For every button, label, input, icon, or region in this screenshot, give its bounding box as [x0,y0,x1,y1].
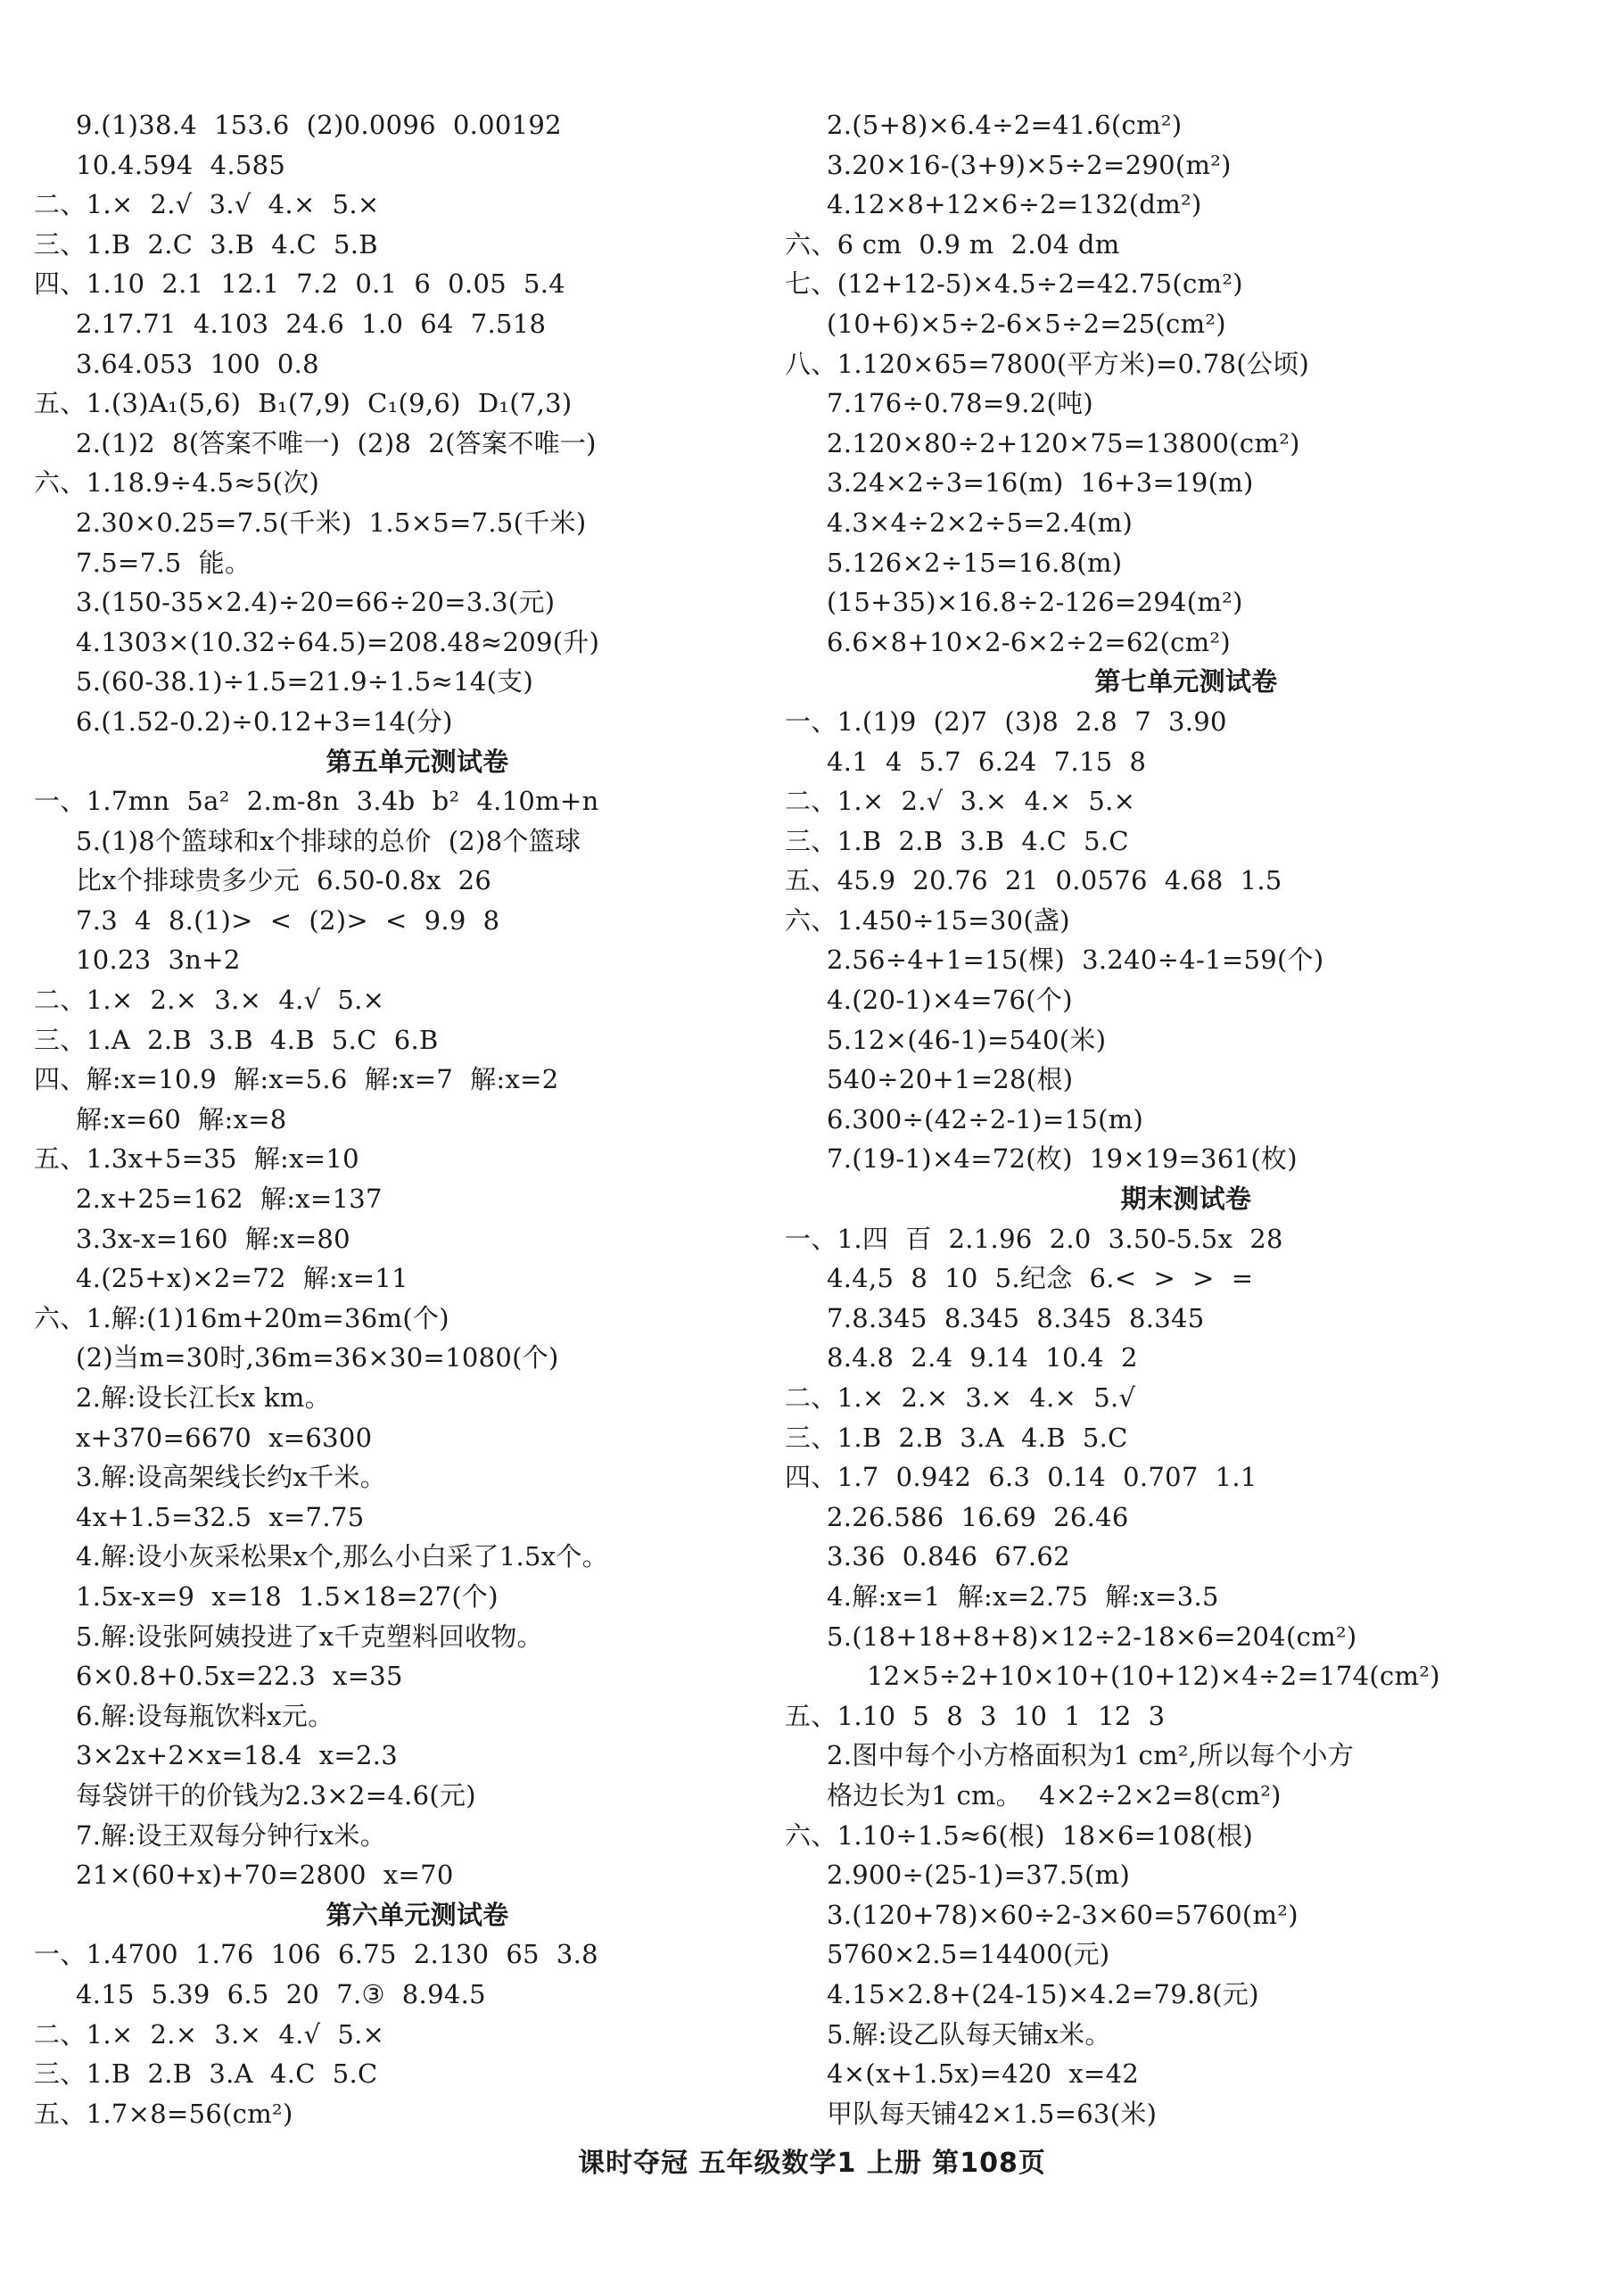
answer-line: (2)当m=30时,36m=36×30=1080(个) [76,1342,559,1373]
answer-line: 2.解:设长江长x km。 [76,1382,331,1413]
answer-line: 21×(60+x)+70=2800 x=70 [76,1860,454,1891]
answer-line: 4.1303×(10.32÷64.5)=208.48≈209(升) [76,626,600,657]
answer-line: 五、1.7×8=56(cm²) [34,2098,293,2129]
section-heading: 第五单元测试卷 [326,746,509,777]
answer-line: 二、1.× 2.× 3.× 4.× 5.√ [785,1382,1136,1413]
answer-line: 2.120×80÷2+120×75=13800(cm²) [827,427,1300,458]
answer-line: 一、1.四 百 2.1.96 2.0 3.50-5.5x 28 [785,1223,1283,1254]
answer-line: 6.解:设每瓶饮料x元。 [76,1700,334,1731]
answer-line: 3.64.053 100 0.8 [76,348,319,379]
answer-line: 10.4.594 4.585 [76,149,286,180]
answer-line: 540÷20+1=28(根) [827,1064,1074,1095]
answer-line: 7.3 4 8.(1)> < (2)> < 9.9 8 [76,904,500,936]
answer-line: 2.17.71 4.103 24.6 1.0 64 7.518 [76,308,547,339]
answer-line: 三、1.B 2.B 3.B 4.C 5.C [785,825,1129,856]
answer-line: 2.图中每个小方格面积为1 cm²,所以每个小方 [827,1740,1355,1771]
answer-line: 2.900÷(25-1)=37.5(m) [827,1860,1131,1891]
answer-line: 一、1.(1)9 (2)7 (3)8 2.8 7 3.90 [785,705,1227,737]
answer-line: 7.176÷0.78=9.2(吨) [827,388,1094,419]
answer-line: 7.(19-1)×4=72(枚) 19×19=361(枚) [827,1143,1298,1175]
answer-line: 二、1.× 2.√ 3.× 4.× 5.× [785,786,1136,817]
answer-line: 六、1.解:(1)16m+20m=36m(个) [34,1302,449,1333]
answer-line: x+370=6670 x=6300 [76,1422,373,1453]
answer-line: 2.(5+8)×6.4÷2=41.6(cm²) [827,110,1183,140]
answer-line: 3.解:设高架线长约x千米。 [76,1462,386,1493]
answer-line: 二、1.× 2.× 3.× 4.√ 5.× [34,985,385,1016]
answer-line: 八、1.120×65=7800(平方米)=0.78(公顷) [785,348,1310,379]
answer-line: 4.12×8+12×6÷2=132(dm²) [827,189,1202,220]
answer-line: 甲队每天铺42×1.5=63(米) [827,2098,1158,2129]
answer-line: 4.1 4 5.7 6.24 7.15 8 [827,746,1147,777]
answer-line: 3.36 0.846 67.62 [827,1541,1070,1572]
answer-line: 4.(25+x)×2=72 解:x=11 [76,1263,408,1294]
answer-line: 比x个排球贵多少元 6.50-0.8x 26 [76,865,492,896]
answer-line: 5.(18+18+8+8)×12÷2-18×6=204(cm²) [827,1621,1357,1652]
answer-line: 五、1.10 5 8 3 10 1 12 3 [785,1700,1166,1731]
answer-line: 3.3x-x=160 解:x=80 [76,1223,350,1254]
answer-line: (10+6)×5÷2-6×5÷2=25(cm²) [827,308,1226,339]
answer-line: 3×2x+2×x=18.4 x=2.3 [76,1740,399,1771]
answer-line: 2.56÷4+1=15(棵) 3.240÷4-1=59(个) [827,945,1324,976]
right-column [785,105,1587,2133]
answer-line: 2.x+25=162 解:x=137 [76,1184,383,1215]
answer-line: 5.解:设张阿姨投进了x千克塑料回收物。 [76,1621,543,1652]
answer-line: 6.6×8+10×2-6×2÷2=62(cm²) [827,626,1231,657]
answer-line: 四、1.7 0.942 6.3 0.14 0.707 1.1 [785,1462,1257,1493]
answer-line: 4.解:设小灰采松果x个,那么小白采了1.5x个。 [76,1541,608,1572]
answer-line: 6.(1.52-0.2)÷0.12+3=14(分) [76,705,453,737]
answer-line: 三、1.B 2.B 3.A 4.B 5.C [785,1422,1128,1453]
answer-line: 四、1.10 2.1 12.1 7.2 0.1 6 0.05 5.4 [34,268,565,300]
answer-line: 3.24×2÷3=16(m) 16+3=19(m) [827,467,1254,499]
answer-line: 二、1.× 2.√ 3.√ 4.× 5.× [34,189,380,220]
answer-line: 7.解:设王双每分钟行x米。 [76,1819,386,1851]
answer-line: 4×(x+1.5x)=420 x=42 [827,2058,1140,2090]
answer-line: 三、1.B 2.B 3.A 4.C 5.C [34,2058,378,2090]
answer-line: 5760×2.5=14400(元) [827,1939,1110,1970]
answer-line: 5.(60-38.1)÷1.5=21.9÷1.5≈14(支) [76,666,534,697]
answer-line: 6.300÷(42÷2-1)=15(m) [827,1103,1144,1134]
answer-line: 4.(20-1)×4=76(个) [827,985,1073,1016]
answer-line: 5.12×(46-1)=540(米) [827,1024,1107,1055]
answer-line: 5.解:设乙队每天铺x米。 [827,2018,1111,2050]
answer-line: 五、45.9 20.76 21 0.0576 4.68 1.5 [785,865,1282,896]
answer-line: 4x+1.5=32.5 x=7.75 [76,1501,365,1532]
answer-line: 五、1.(3)A₁(5,6) B₁(7,9) C₁(9,6) D₁(7,3) [34,388,573,419]
left-column [34,105,801,2133]
answer-line: 四、解:x=10.9 解:x=5.6 解:x=7 解:x=2 [34,1064,559,1095]
answer-line: 六、1.18.9÷4.5≈5(次) [34,467,320,499]
answer-line: 六、1.10÷1.5≈6(根) 18×6=108(根) [785,1819,1254,1851]
answer-line: 9.(1)38.4 153.6 (2)0.0096 0.00192 [76,110,562,140]
answer-line: 五、1.3x+5=35 解:x=10 [34,1143,359,1175]
answer-line: 3.(120+78)×60÷2-3×60=5760(m²) [827,1899,1298,1930]
answer-line: 2.26.586 16.69 26.46 [827,1501,1129,1532]
answer-line: 3.(150-35×2.4)÷20=66÷20=3.3(元) [76,587,556,618]
answer-line: 1.5x-x=9 x=18 1.5×18=27(个) [76,1580,499,1612]
answer-line: 4.3×4÷2×2÷5=2.4(m) [827,507,1134,538]
page-footer: 课时夺冠 五年级数学1 上册 第108页 [578,2148,1046,2179]
answer-line: 六、1.450÷15=30(盏) [785,904,1070,936]
answer-line: 2.(1)2 8(答案不唯一) (2)8 2(答案不唯一) [76,427,597,458]
answer-line: 三、1.A 2.B 3.B 4.B 5.C 6.B [34,1024,439,1055]
answer-line: 4.15 5.39 6.5 20 7.③ 8.94.5 [76,1978,486,2009]
answer-line: 一、1.7mn 5a² 2.m-8n 3.4b b² 4.10m+n [34,786,599,817]
answer-line: 5.(1)8个篮球和x个排球的总价 (2)8个篮球 [76,825,581,856]
answer-line: 二、1.× 2.× 3.× 4.√ 5.× [34,2018,385,2050]
answer-line: 8.4.8 2.4 9.14 10.4 2 [827,1342,1138,1373]
answer-line: 4.解:x=1 解:x=2.75 解:x=3.5 [827,1580,1219,1612]
answer-line: 三、1.B 2.C 3.B 4.C 5.B [34,228,378,260]
answer-line: 4.4,5 8 10 5.纪念 6.< > > = [827,1263,1254,1294]
answer-line: 解:x=60 解:x=8 [76,1103,287,1134]
answer-line: 格边长为1 cm。 4×2÷2×2=8(cm²) [827,1779,1282,1811]
answer-line: 4.15×2.8+(24-15)×4.2=79.8(元) [827,1978,1259,2009]
section-heading: 期末测试卷 [1120,1184,1252,1215]
answer-line: 六、6 cm 0.9 m 2.04 dm [785,228,1120,260]
answer-line: 每袋饼干的价钱为2.3×2=4.6(元) [76,1779,476,1811]
answer-line: 3.20×16-(3+9)×5÷2=290(m²) [827,149,1232,180]
answer-line: 一、1.4700 1.76 106 6.75 2.130 65 3.8 [34,1939,598,1970]
answer-line: (15+35)×16.8÷2-126=294(m²) [827,587,1243,618]
answer-line: 七、(12+12-5)×4.5÷2=42.75(cm²) [785,268,1243,300]
answer-line: 6×0.8+0.5x=22.3 x=35 [76,1661,403,1692]
answer-line: 2.30×0.25=7.5(千米) 1.5×5=7.5(千米) [76,507,587,538]
answer-line: 12×5÷2+10×10+(10+12)×4÷2=174(cm²) [867,1661,1440,1692]
section-heading: 第七单元测试卷 [1094,666,1278,697]
answer-line: 10.23 3n+2 [76,945,241,976]
section-heading: 第六单元测试卷 [326,1899,509,1930]
answer-line: 5.126×2÷15=16.8(m) [827,547,1123,578]
answer-line: 7.5=7.5 能。 [76,547,251,578]
answer-line: 7.8.345 8.345 8.345 8.345 [827,1302,1205,1333]
